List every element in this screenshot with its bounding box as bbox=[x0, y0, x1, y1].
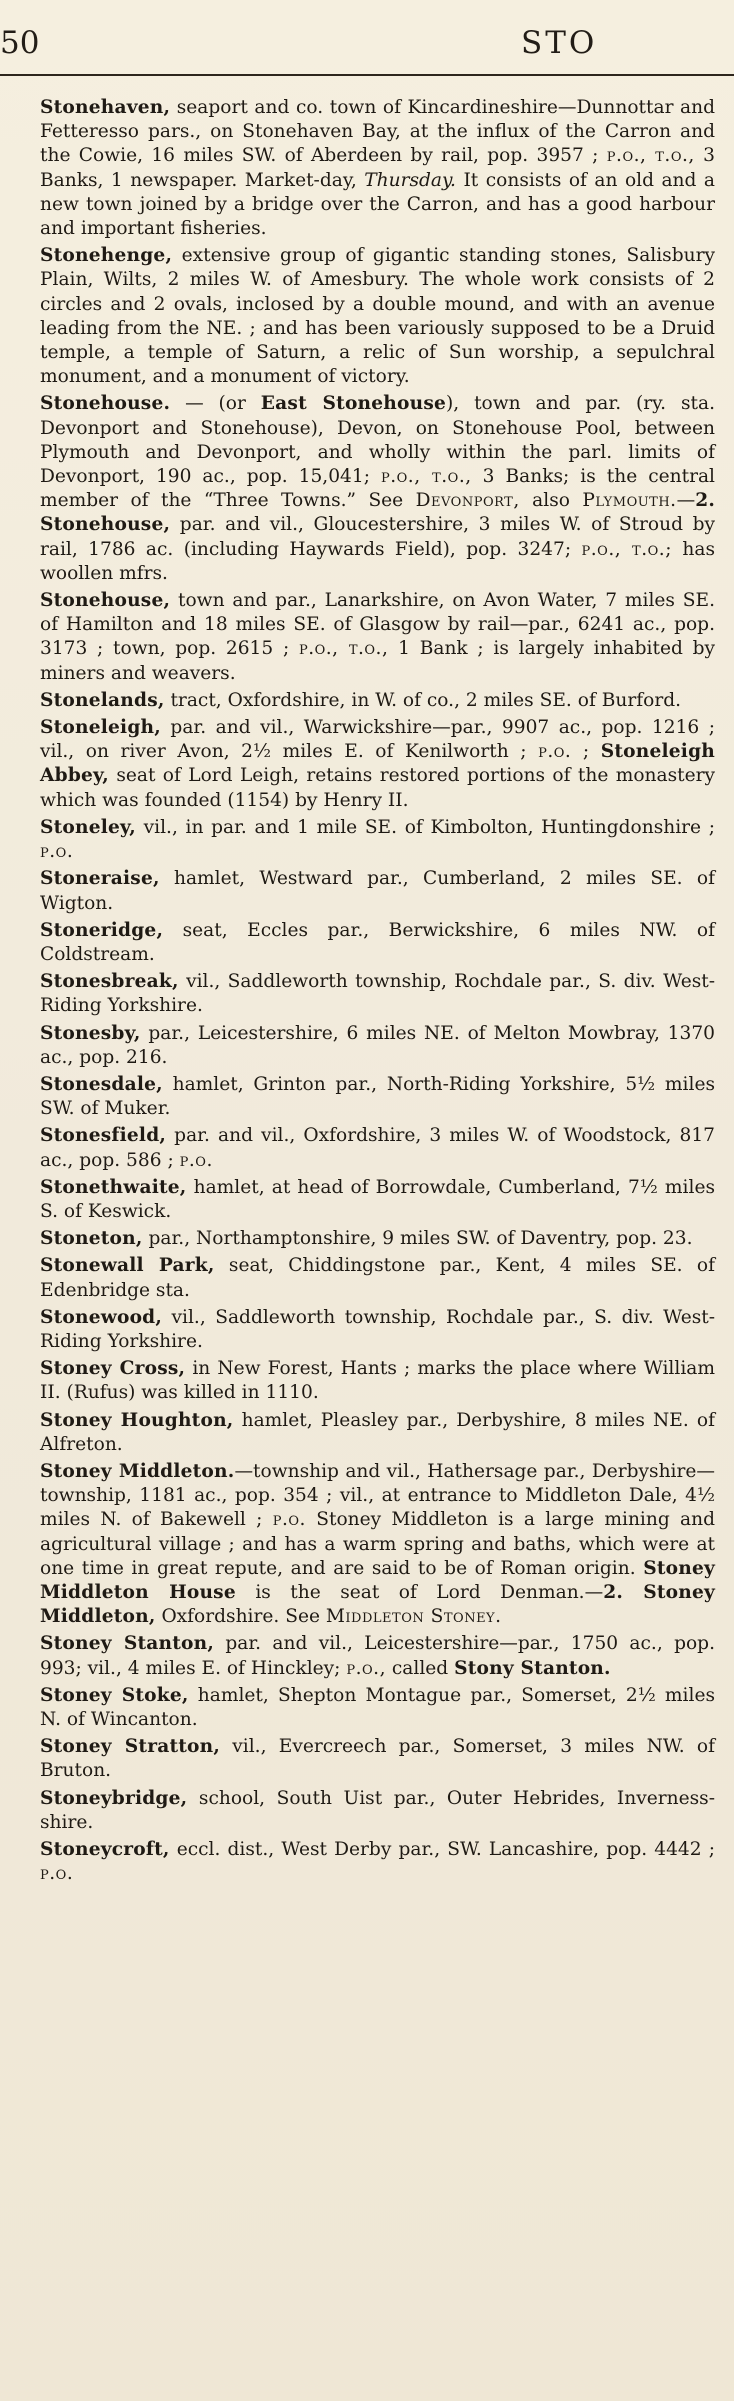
entry-text: seat, Chiddingstone par., Kent, 4 miles SE. of Edenbridge sta. bbox=[40, 1255, 715, 1301]
entry-stonesby bbox=[40, 1022, 715, 1070]
entry-stonewood bbox=[40, 1306, 715, 1354]
entry-text: par., Leicestershire, 6 miles NE. of Melton Mowbray, 1370 ac., pop. 216. bbox=[40, 1022, 715, 1068]
entry-stoney-middleton bbox=[40, 1460, 715, 1629]
running-head: STO bbox=[521, 25, 598, 61]
entry-text: — bbox=[676, 490, 696, 512]
subheadword: Stony Stanton. bbox=[454, 1657, 611, 1679]
entry-stoneybridge bbox=[40, 1787, 715, 1835]
entry-text: seaport and co. town of Kincardineshire—Dunnottar and Fetteresso pars., on Stonehaven Bay, at the influx of the Carron and the Cowie, 16 miles SW. of Aberdeen by rail, pop. 3957 ; bbox=[40, 97, 715, 167]
entry-stoney-houghton bbox=[40, 1409, 715, 1457]
subheadword: Stoney Middleton House bbox=[40, 1557, 715, 1603]
postal-abbreviation: p.o. bbox=[179, 1149, 213, 1171]
headword: Stonehaven, bbox=[40, 97, 171, 118]
headword: Stoney Stratton, bbox=[40, 1736, 221, 1758]
entry-text: hamlet, Shepton Montague par., Somerset, 2½ miles N. of Wincanton. bbox=[40, 1684, 716, 1730]
entry-stonethwaite bbox=[40, 1176, 715, 1224]
cross-reference: Devonport, bbox=[415, 490, 520, 512]
entry-stoney-stoke bbox=[40, 1684, 715, 1732]
headword: Stoney Cross, bbox=[40, 1358, 186, 1380]
subheadword: Stoneleigh Abbey, bbox=[40, 741, 715, 787]
entry-text: called bbox=[385, 1657, 455, 1679]
headword: Stonehouse. bbox=[40, 393, 171, 415]
entry-text: —township and vil., Hathersage par., Derbyshire—township, 1181 ac., pop. 354 ; vil., at entrance to Middleton Dale, 4½ miles N. of Bakewell ; bbox=[40, 1460, 715, 1531]
entry-stonelands bbox=[40, 689, 715, 713]
entry-text: in New Forest, Hants ; marks the place where William II. (Rufus) was killed in 1110. bbox=[40, 1358, 715, 1404]
entry-text: — (or bbox=[170, 393, 261, 415]
entry-stonesbreak bbox=[40, 970, 715, 1018]
headword: Stonesbreak, bbox=[40, 971, 179, 993]
cross-reference: Middleton Stoney. bbox=[325, 1606, 502, 1628]
entry-text: also bbox=[519, 490, 583, 512]
entry-text: Oxfordshire. See bbox=[155, 1606, 326, 1628]
entry-text: extensive group of gigantic standing stones, Salisbury Plain, Wilts, 2 miles W. of Amesbury. The whole work consists of 2 circles and 2 ovals, inclosed by a double mound, and with an avenue leading from the NE. ; and has been variously supposed to be a Druid temple, a temple of Saturn, a relic of Sun worship, a sepulchral monument, and a monument of victory. bbox=[40, 245, 715, 388]
postal-abbreviation: p.o. bbox=[272, 1509, 306, 1531]
headword: Stoney Middleton. bbox=[40, 1460, 235, 1482]
entry-stonesfield bbox=[40, 1124, 715, 1172]
subheadword: East Stonehouse bbox=[260, 393, 447, 415]
headword: Stoneleigh, bbox=[40, 717, 161, 739]
entry-text: has woollen mfrs. bbox=[40, 538, 715, 584]
entry-text: ), town and par. (ry. sta. Devonport and Stonehouse), Devon, on Stonehouse Pool, between Plymouth and Devonport, and wholly within the parl. limits of Devonport, 190 ac., pop. 15,041; bbox=[40, 393, 715, 488]
entry-stoneton bbox=[40, 1227, 715, 1251]
entry-text: par., Northamptonshire, 9 miles SW. of Daventry, pop. 23. bbox=[142, 1228, 693, 1250]
entry-text: hamlet, Westward par., Cumberland, 2 miles SE. of Wigton. bbox=[40, 868, 715, 914]
entry-text: par. and vil., Leicestershire—par., 1750 ac., pop. 993; vil., 4 miles E. of Hinckley; bbox=[40, 1633, 715, 1679]
entry-text: school, South Uist par., Outer Hebrides, Inverness-shire. bbox=[40, 1787, 715, 1833]
entry-text: seat, Eccles par., Berwickshire, 6 miles NW. of Coldstream. bbox=[40, 919, 715, 965]
entry-stonehouse-lanarkshire bbox=[40, 589, 715, 686]
entry-text: It consists of an old and a new town joined by a bridge over the Carron, and has a good harbour and important fisheries. bbox=[40, 169, 715, 240]
headword: Stoney Stoke, bbox=[40, 1684, 189, 1706]
entry-stoney-stratton bbox=[40, 1735, 715, 1783]
header-rule bbox=[0, 74, 734, 76]
entry-text: seat of Lord Leigh, retains restored portions of the monastery which was founded (1154) by Henry II. bbox=[40, 765, 715, 811]
entry-stoneley bbox=[40, 816, 715, 864]
headword: Stonelands, bbox=[40, 689, 165, 711]
entry-text: par. and vil., Oxfordshire, 3 miles W. of Woodstock, 817 ac., pop. 586 ; bbox=[40, 1125, 715, 1171]
entry-stoneycroft bbox=[40, 1838, 715, 1886]
entry-stonehenge bbox=[40, 244, 715, 389]
postal-abbreviation: p.o., t.o., bbox=[380, 466, 472, 488]
entry-text: par. and vil., Gloucestershire, 3 miles W. of Stroud by rail, 1786 ac. (including Haywards Field), pop. 3247; bbox=[40, 514, 715, 560]
entry-text: par. and vil., Warwickshire—par., 9907 ac., pop. 1216 ; vil., on river Avon, 2½ miles E. of Kenilworth ; bbox=[40, 717, 715, 763]
entry-text: 3 Banks, 1 newspaper. Market-day, bbox=[40, 145, 715, 191]
gazetteer-entries bbox=[40, 96, 715, 1889]
subheadword: 2. Stonehouse, bbox=[40, 490, 716, 536]
cross-reference: Plymouth. bbox=[582, 490, 677, 512]
entry-stoneleigh bbox=[40, 716, 715, 813]
entry-text: Stoney Middleton is a large mining and agricultural village ; and has a warm spring and baths, which were at one time in great repute, and are said to be of Roman origin. bbox=[40, 1509, 715, 1579]
headword: Stonehenge, bbox=[40, 245, 173, 267]
headword: Stoneycroft, bbox=[40, 1839, 170, 1861]
headword: Stoneridge, bbox=[40, 919, 164, 941]
headword: Stoneton, bbox=[40, 1228, 143, 1250]
headword: Stonethwaite, bbox=[40, 1176, 187, 1198]
postal-abbreviation: p.o., t.o., bbox=[606, 145, 695, 167]
postal-abbreviation: p.o. bbox=[40, 1863, 74, 1885]
entry-stonewall-park bbox=[40, 1254, 715, 1302]
page-header bbox=[0, 0, 734, 72]
entry-text: eccl. dist., West Derby par., SW. Lancashire, pop. 4442 ; bbox=[169, 1839, 715, 1861]
headword: Stonesby, bbox=[40, 1022, 141, 1044]
entry-text: ; bbox=[571, 741, 601, 763]
postal-abbreviation: p.o., bbox=[346, 1657, 386, 1679]
entry-stoney-cross bbox=[40, 1357, 715, 1405]
entry-stonehaven bbox=[40, 96, 715, 241]
entry-text: hamlet, at head of Borrowdale, Cumberland, 7½ miles S. of Keswick. bbox=[40, 1176, 715, 1222]
postal-abbreviation: p.o. bbox=[538, 741, 572, 763]
headword: Stonewall Park, bbox=[40, 1255, 215, 1277]
entry-text: town and par., Lanarkshire, on Avon Water, 7 miles SE. of Hamilton and 18 miles SE. of Glasgow by rail—par., 6241 ac., pop. 3173 ; town, pop. 2615 ; bbox=[40, 590, 715, 660]
headword: Stonesfield, bbox=[40, 1125, 167, 1147]
entry-stoneridge bbox=[40, 919, 715, 967]
page-number: 50 bbox=[0, 25, 40, 61]
postal-abbreviation: p.o., t.o.; bbox=[581, 538, 672, 560]
entry-text: hamlet, Grinton par., North-Riding Yorkshire, 5½ miles SW. of Muker. bbox=[40, 1073, 715, 1120]
entry-text: vil., Saddleworth township, Rochdale par., S. div. West-Riding Yorkshire. bbox=[40, 1306, 715, 1352]
italic-text: Thursday. bbox=[364, 169, 456, 191]
subheadword: 2. Stoney Middleton, bbox=[40, 1581, 716, 1628]
entry-text: 1 Bank ; is largely inhabited by miners and weavers. bbox=[40, 638, 715, 684]
entry-text: vil., in par. and 1 mile SE. of Kimbolton, Huntingdonshire ; bbox=[135, 816, 715, 838]
headword: Stonehouse, bbox=[40, 590, 171, 612]
entry-text: tract, Oxfordshire, in W. of co., 2 miles SE. of Burford. bbox=[164, 689, 682, 711]
entry-text: vil., Saddleworth township, Rochdale par., S. div. West-Riding Yorkshire. bbox=[40, 971, 715, 1017]
entry-stonehouse-devon bbox=[40, 392, 715, 586]
headword: Stonewood, bbox=[40, 1306, 163, 1328]
postal-abbreviation: p.o. bbox=[40, 841, 74, 863]
headword: Stoney Houghton, bbox=[40, 1409, 234, 1431]
entry-stoney-stanton bbox=[40, 1632, 715, 1680]
headword: Stoney Stanton, bbox=[40, 1633, 215, 1655]
entry-text: hamlet, Pleasley par., Derbyshire, 8 miles NE. of Alfreton. bbox=[40, 1409, 715, 1455]
headword: Stoneley, bbox=[40, 816, 136, 838]
entry-text: 3 Banks; is the central member of the “Three Towns.” See bbox=[40, 466, 715, 512]
postal-abbreviation: p.o., t.o., bbox=[298, 638, 389, 660]
entry-text: is the seat of Lord Denman.— bbox=[235, 1581, 604, 1603]
headword: Stoneybridge, bbox=[40, 1787, 188, 1809]
entry-stoneraise bbox=[40, 867, 715, 915]
entry-text: vil., Evercreech par., Somerset, 3 miles NW. of Bruton. bbox=[40, 1736, 715, 1782]
entry-stonesdale bbox=[40, 1073, 715, 1121]
headword: Stoneraise, bbox=[40, 868, 160, 890]
headword: Stonesdale, bbox=[40, 1073, 163, 1095]
